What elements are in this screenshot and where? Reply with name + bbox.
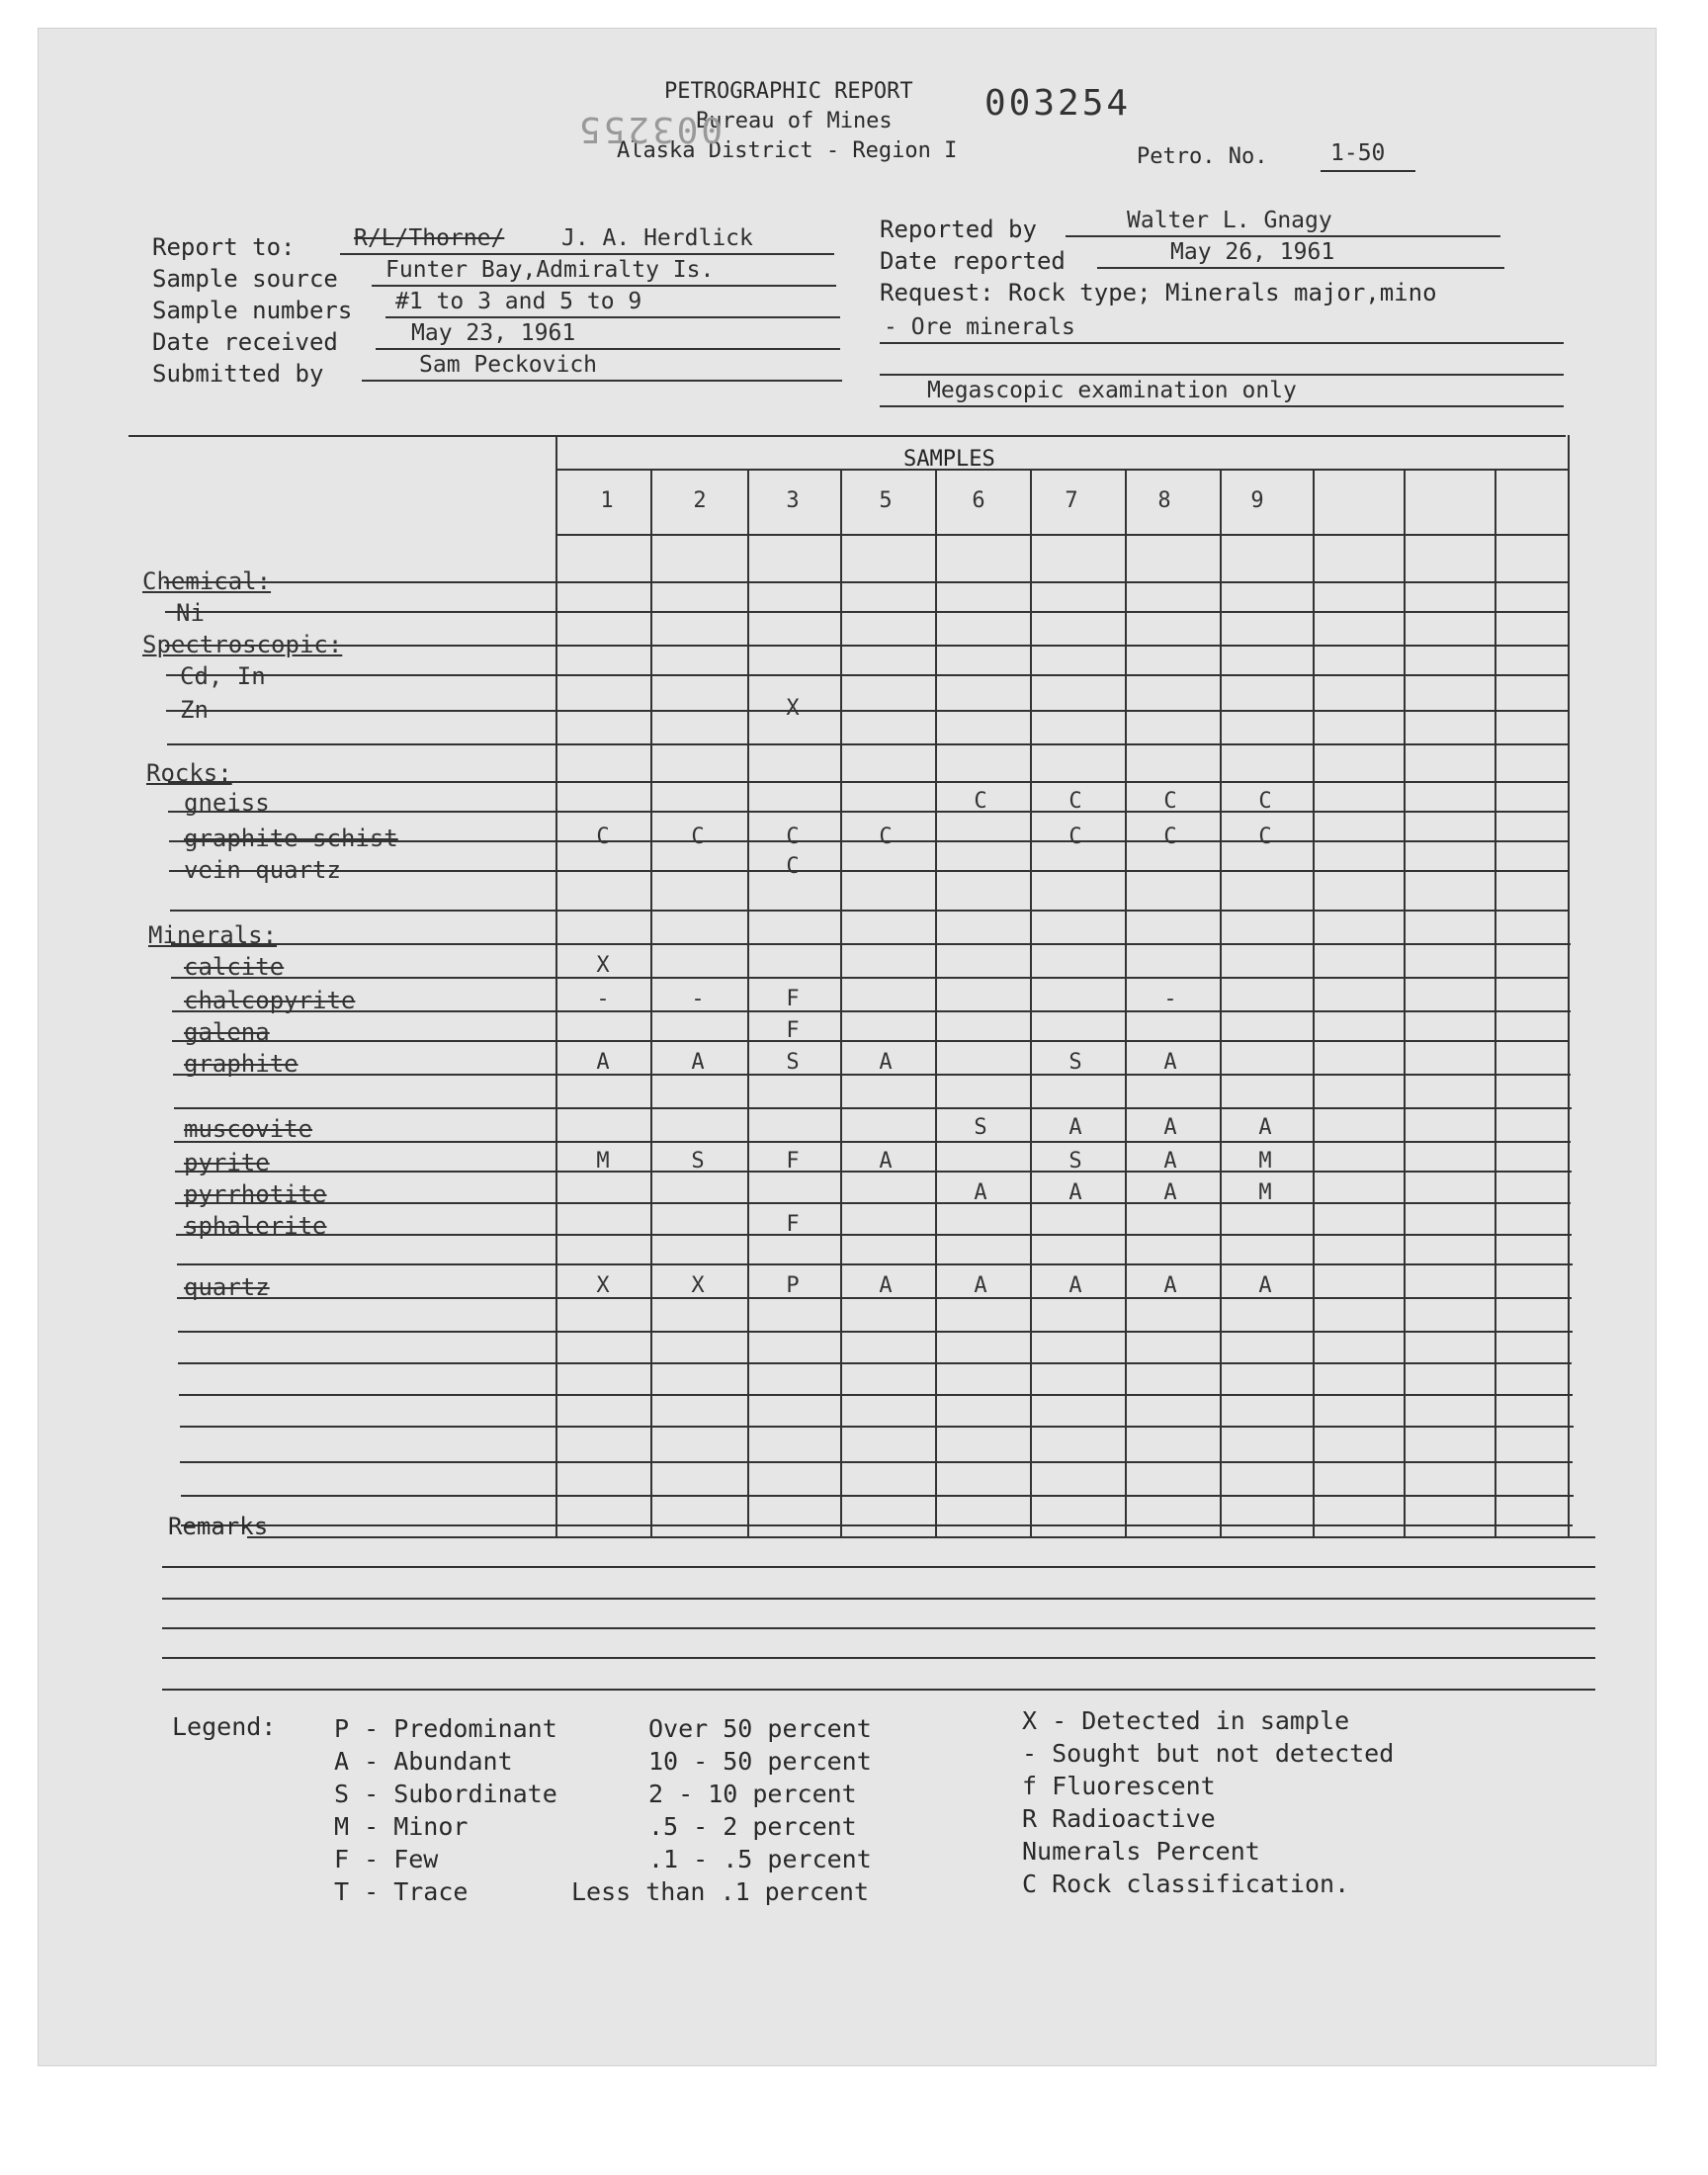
- cell-ni-7: -: [1068, 599, 1082, 624]
- remarks-line: [162, 1657, 1595, 1659]
- table-row-rule: [171, 943, 1571, 945]
- table-row-rule: [181, 1524, 1573, 1526]
- cell-quartz-9: A: [1258, 1273, 1272, 1298]
- row-label-graphite-schist: graphite schist: [184, 825, 398, 852]
- table-row-rule: [168, 811, 1569, 813]
- cell-gneiss-6: C: [974, 789, 987, 814]
- cell-pyrite-7: S: [1068, 1149, 1082, 1174]
- cell-quartz-3: P: [786, 1273, 800, 1298]
- sample-source-label: Sample source: [152, 265, 338, 293]
- stamp-number: 003254: [984, 83, 1132, 124]
- table-row-rule: [174, 1141, 1571, 1143]
- row-label-pyrite: pyrite: [184, 1149, 270, 1176]
- petro-number-value: 1-50: [1330, 140, 1386, 166]
- cell-quartz-8: A: [1163, 1273, 1177, 1298]
- remarks-label: Remarks: [168, 1513, 269, 1540]
- request-line-4: Megascopic examination only: [927, 378, 1297, 403]
- cell-quartz-5: A: [879, 1273, 893, 1298]
- date-received-value: May 23, 1961: [411, 320, 576, 346]
- row-label-zn: Zn: [180, 696, 209, 724]
- row-label-galena: galena: [184, 1018, 270, 1046]
- table-row-rule: [172, 1040, 1570, 1042]
- row-label-cdin: Cd, In: [180, 662, 266, 690]
- cell-ni-6: -: [974, 599, 987, 624]
- cell-quartz-2: X: [691, 1273, 705, 1298]
- report-to-label: Report to:: [152, 233, 296, 261]
- district-name: Alaska District - Region I: [617, 138, 958, 163]
- legend-symbol: - Sought but not detected: [1022, 1739, 1395, 1768]
- report-page: [38, 28, 1657, 2066]
- cell-pyrite-8: A: [1163, 1149, 1177, 1174]
- table-row-rule: [178, 1362, 1572, 1364]
- table-column-rule: [555, 435, 557, 1538]
- legend-code: P - Predominant: [334, 1714, 557, 1743]
- legend-code: T - Trace: [334, 1877, 469, 1906]
- table-row-rule: [165, 645, 1568, 647]
- request-line-2: - Ore minerals: [884, 314, 1075, 340]
- cell-chalcopyrite-1: -: [596, 987, 610, 1011]
- table-row-rule: [164, 581, 1568, 583]
- col-header-6: 6: [972, 488, 985, 513]
- row-label-chalcopyrite: chalcopyrite: [184, 987, 356, 1014]
- table-row-rule: [178, 1331, 1573, 1333]
- table-column-rule: [747, 469, 749, 1538]
- section-minerals: Minerals:: [148, 921, 278, 949]
- table-column-rule: [1125, 469, 1127, 1538]
- col-header-8: 8: [1157, 488, 1171, 513]
- request-label: Request: Rock type; Minerals major,mino: [880, 279, 1437, 306]
- samples-header: SAMPLES: [903, 447, 995, 472]
- legend-range: .1 - .5 percent: [648, 1845, 872, 1873]
- section-spectroscopic: Spectroscopic:: [142, 631, 343, 658]
- legend-range: 10 - 50 percent: [648, 1747, 872, 1776]
- cell-zn-3: X: [786, 696, 800, 721]
- cell-chalcopyrite-3: F: [786, 987, 800, 1011]
- row-label-quartz: quartz: [184, 1273, 270, 1301]
- table-row-rule: [170, 910, 1570, 912]
- cell-quartz-6: A: [974, 1273, 987, 1298]
- cell-sphalerite-3: F: [786, 1212, 800, 1237]
- cell-chalcopyrite-8: -: [1163, 987, 1177, 1011]
- sample-numbers-label: Sample numbers: [152, 297, 353, 324]
- cell-pyrrhotite-8: A: [1163, 1180, 1177, 1205]
- remarks-line: [247, 1536, 1595, 1538]
- row-label-pyrrhotite: pyrrhotite: [184, 1180, 327, 1208]
- report-title: PETROGRAPHIC REPORT: [664, 79, 913, 104]
- cell-muscovite-9: A: [1258, 1115, 1272, 1140]
- legend-code: F - Few: [334, 1845, 439, 1873]
- table-row-rule: [169, 870, 1569, 872]
- table-row-rule: [175, 1202, 1571, 1204]
- legend-code: A - Abundant: [334, 1747, 513, 1776]
- sample-numbers-value: #1 to 3 and 5 to 9: [395, 289, 642, 314]
- cell-quartz-7: A: [1068, 1273, 1082, 1298]
- col-header-5: 5: [879, 488, 893, 513]
- cell-graphite-schist-5: C: [879, 825, 893, 849]
- legend-code: M - Minor: [334, 1812, 469, 1841]
- cell-muscovite-8: A: [1163, 1115, 1177, 1140]
- remarks-line: [162, 1598, 1595, 1600]
- row-label-graphite: graphite: [184, 1050, 299, 1078]
- table-row-rule: [171, 977, 1570, 979]
- legend-symbol: X - Detected in sample: [1022, 1706, 1350, 1735]
- cell-galena-3: F: [786, 1018, 800, 1043]
- cell-gneiss-7: C: [1068, 789, 1082, 814]
- petro-number-label: Petro. No.: [1137, 144, 1268, 169]
- table-row-rule: [179, 1394, 1573, 1396]
- report-to-value: J. A. Herdlick: [561, 225, 753, 251]
- cell-pyrrhotite-9: M: [1258, 1180, 1272, 1205]
- table-column-rule: [1494, 469, 1496, 1538]
- table-row-rule: [172, 1010, 1571, 1012]
- cell-graphite-schist-3: C: [786, 825, 800, 849]
- cell-cdin-3: -: [786, 662, 800, 687]
- ghost-stamp-number: 003255: [576, 109, 724, 149]
- table-column-rule: [1568, 435, 1570, 1538]
- table-row-rule: [166, 710, 1568, 712]
- table-column-rule: [1220, 469, 1222, 1538]
- table-row-rule: [177, 1263, 1573, 1265]
- cell-chalcopyrite-2: -: [691, 987, 705, 1011]
- table-column-rule: [1030, 469, 1032, 1538]
- report-to-struck-name: R/L/Thorne/: [354, 225, 505, 251]
- table-row-rule: [168, 781, 1570, 783]
- table-row-rule: [166, 674, 1569, 676]
- submitted-by-value: Sam Peckovich: [419, 352, 598, 378]
- cell-pyrite-3: F: [786, 1149, 800, 1174]
- table-column-rule: [840, 469, 842, 1538]
- row-label-muscovite: muscovite: [184, 1115, 313, 1143]
- cell-pyrrhotite-7: A: [1068, 1180, 1082, 1205]
- date-reported-value: May 26, 1961: [1170, 239, 1335, 265]
- cell-graphite-7: S: [1068, 1050, 1082, 1075]
- remarks-line: [162, 1627, 1595, 1629]
- row-label-gneiss: gneiss: [184, 789, 270, 817]
- cell-graphite-schist-1: C: [596, 825, 610, 849]
- cell-ni-2: -: [691, 599, 705, 624]
- cell-graphite-2: A: [691, 1050, 705, 1075]
- row-label-sphalerite: sphalerite: [184, 1212, 327, 1240]
- cell-graphite-8: A: [1163, 1050, 1177, 1075]
- cell-graphite-3: S: [786, 1050, 800, 1075]
- cell-pyrite-1: M: [596, 1149, 610, 1174]
- table-row-rule: [180, 1461, 1573, 1463]
- cell-calcite-1: X: [596, 953, 610, 978]
- col-header-9: 9: [1250, 488, 1264, 513]
- cell-pyrrhotite-6: A: [974, 1180, 987, 1205]
- cell-graphite-schist-9: C: [1258, 825, 1272, 849]
- table-row-rule: [180, 1426, 1574, 1428]
- col-header-3: 3: [786, 488, 800, 513]
- reported-by-value: Walter L. Gnagy: [1127, 208, 1332, 233]
- cell-graphite-schist-8: C: [1163, 825, 1177, 849]
- cell-ni-1: -: [596, 599, 610, 624]
- legend-label: Legend:: [172, 1712, 277, 1741]
- row-label-vein-quartz: vein quartz: [184, 856, 341, 884]
- table-row-rule: [174, 1107, 1572, 1109]
- table-samples-rule: [555, 469, 1568, 471]
- table-row-rule: [167, 743, 1569, 745]
- cell-pyrite-5: A: [879, 1149, 893, 1174]
- legend-range: 2 - 10 percent: [648, 1780, 857, 1808]
- date-received-label: Date received: [152, 328, 338, 356]
- legend-symbol: Numerals Percent: [1022, 1837, 1260, 1866]
- cell-muscovite-6: S: [974, 1115, 987, 1140]
- table-column-rule: [650, 469, 652, 1538]
- remarks-line: [162, 1689, 1595, 1691]
- table-row-rule: [176, 1234, 1572, 1236]
- table-header-rule: [555, 534, 1568, 536]
- cell-graphite-1: A: [596, 1050, 610, 1075]
- legend-range: Over 50 percent: [648, 1714, 872, 1743]
- table-row-rule: [181, 1495, 1574, 1497]
- legend-symbol: C Rock classification.: [1022, 1870, 1350, 1898]
- table-top-rule: [128, 435, 1566, 437]
- cell-gneiss-9: C: [1258, 789, 1272, 814]
- cell-muscovite-7: A: [1068, 1115, 1082, 1140]
- legend-symbol: f Fluorescent: [1022, 1772, 1216, 1800]
- col-header-1: 1: [600, 488, 614, 513]
- col-header-2: 2: [693, 488, 707, 513]
- table-column-rule: [1313, 469, 1315, 1538]
- cell-graphite-schist-7: C: [1068, 825, 1082, 849]
- section-chemical: Chemical:: [142, 567, 272, 595]
- cell-gneiss-8: C: [1163, 789, 1177, 814]
- col-header-7: 7: [1065, 488, 1078, 513]
- remarks-line: [162, 1566, 1595, 1568]
- cell-ni-5: -: [879, 599, 893, 624]
- reported-by-label: Reported by: [880, 216, 1037, 243]
- cell-ni-3: -: [786, 599, 800, 624]
- sample-source-value: Funter Bay,Admiralty Is.: [385, 257, 715, 283]
- row-label-ni: Ni: [176, 599, 205, 627]
- section-rocks: Rocks:: [146, 759, 232, 787]
- bureau-name: Bureau of Mines: [696, 109, 893, 133]
- table-column-rule: [935, 469, 937, 1538]
- cell-quartz-1: X: [596, 1273, 610, 1298]
- legend-symbol: R Radioactive: [1022, 1804, 1216, 1833]
- submitted-by-label: Submitted by: [152, 360, 324, 388]
- cell-vein-quartz-3: C: [786, 854, 800, 879]
- cell-graphite-5: A: [879, 1050, 893, 1075]
- legend-range: Less than .1 percent: [571, 1877, 870, 1906]
- row-label-calcite: calcite: [184, 953, 285, 981]
- cell-ni-8: -: [1163, 599, 1177, 624]
- legend-range: .5 - 2 percent: [648, 1812, 857, 1841]
- cell-pyrite-9: M: [1258, 1149, 1272, 1174]
- cell-graphite-schist-2: C: [691, 825, 705, 849]
- cell-pyrite-2: S: [691, 1149, 705, 1174]
- cell-ni-9: -: [1258, 599, 1272, 624]
- date-reported-label: Date reported: [880, 247, 1066, 275]
- table-column-rule: [1404, 469, 1406, 1538]
- legend-code: S - Subordinate: [334, 1780, 557, 1808]
